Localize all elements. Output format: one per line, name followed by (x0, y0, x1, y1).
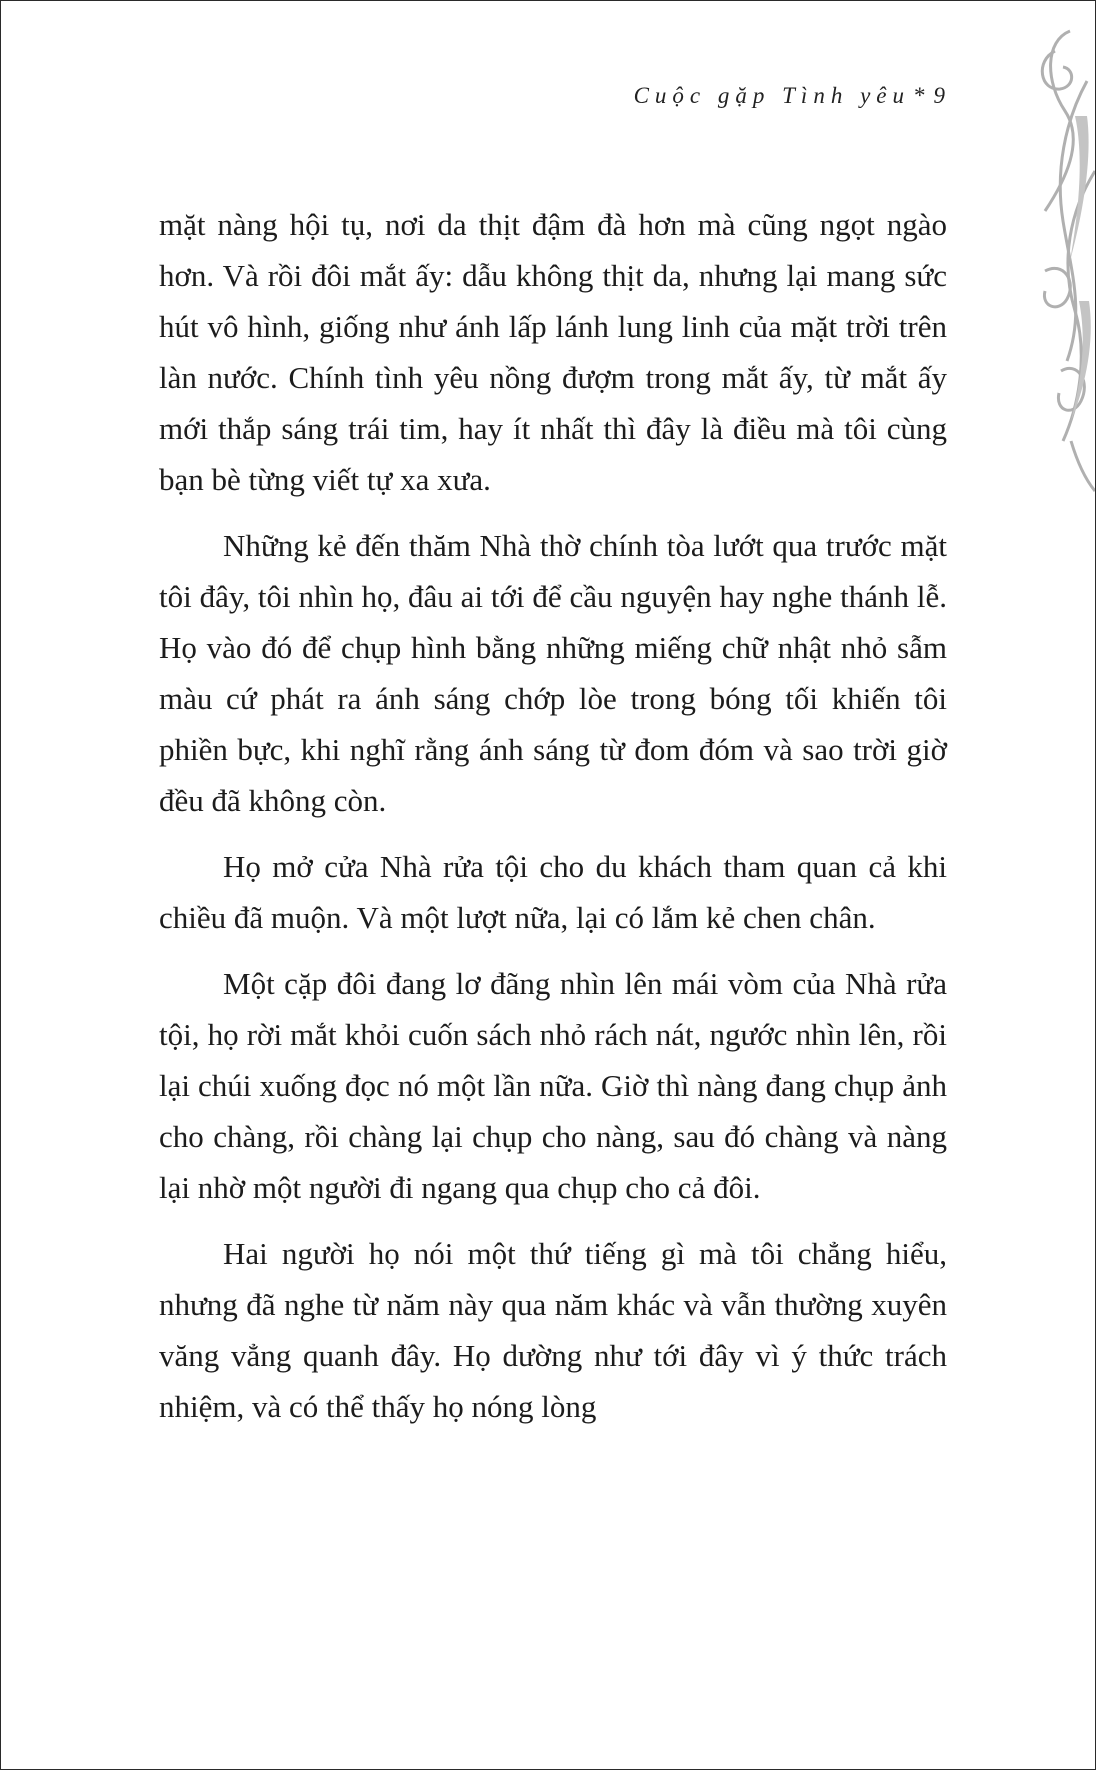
running-header (1, 83, 951, 109)
page-number: 9 (933, 83, 951, 108)
body-text (159, 199, 947, 1447)
paragraph: Họ mở cửa Nhà rửa tội cho du khách tham quan cả khi chiều đã muộn. Và một lượt nữa, lại có lắm kẻ chen chân. (159, 849, 947, 935)
paragraph: mặt nàng hội tụ, nơi da thịt đậm đà hơn mà cũng ngọt ngào hơn. Và rồi đôi mắt ấy: dẫu không thịt da, nhưng lại mang sức hút vô hình, giống như ánh lấp lánh lung linh của mặt trời trên làn nước. Chính tình yêu nồng đượm trong mắt ấy, từ mắt ấy mới thắp sáng trái tim, hay ít nhất thì đây là điều mà tôi cùng bạn bè từng viết tự xa xưa. (159, 207, 947, 497)
paragraph: Hai người họ nói một thứ tiếng gì mà tôi chẳng hiểu, nhưng đã nghe từ năm này qua năm khác và vẫn thường xuyên văng vẳng quanh đây. Họ dường như tới đây vì ý thức trách nhiệm, và có thể thấy họ nóng lòng (159, 1236, 947, 1424)
paragraph: Một cặp đôi đang lơ đãng nhìn lên mái vòm của Nhà rửa tội, họ rời mắt khỏi cuốn sách nhỏ rách nát, ngước nhìn lên, rồi lại chúi xuống đọc nó một lần nữa. Giờ thì nàng đang chụp ảnh cho chàng, rồi chàng lại chụp cho nàng, sau đó chàng và nàng lại nhờ một người đi ngang qua chụp cho cả đôi. (159, 966, 947, 1205)
paragraph: Những kẻ đến thăm Nhà thờ chính tòa lướt qua trước mặt tôi đây, tôi nhìn họ, đâu ai tới để cầu nguyện hay nghe thánh lễ. Họ vào đó để chụp hình bằng những miếng chữ nhật nhỏ sẫm màu cứ phát ra ánh sáng chớp lòe trong bóng tối khiến tôi phiền bực, khi nghĩ rằng ánh sáng từ đom đóm và sao trời giờ đều đã không còn. (159, 528, 947, 818)
running-title: Cuộc gặp Tình yêu (633, 83, 910, 108)
flourish-ornament-icon (1015, 21, 1095, 501)
header-separator: * (914, 83, 926, 108)
